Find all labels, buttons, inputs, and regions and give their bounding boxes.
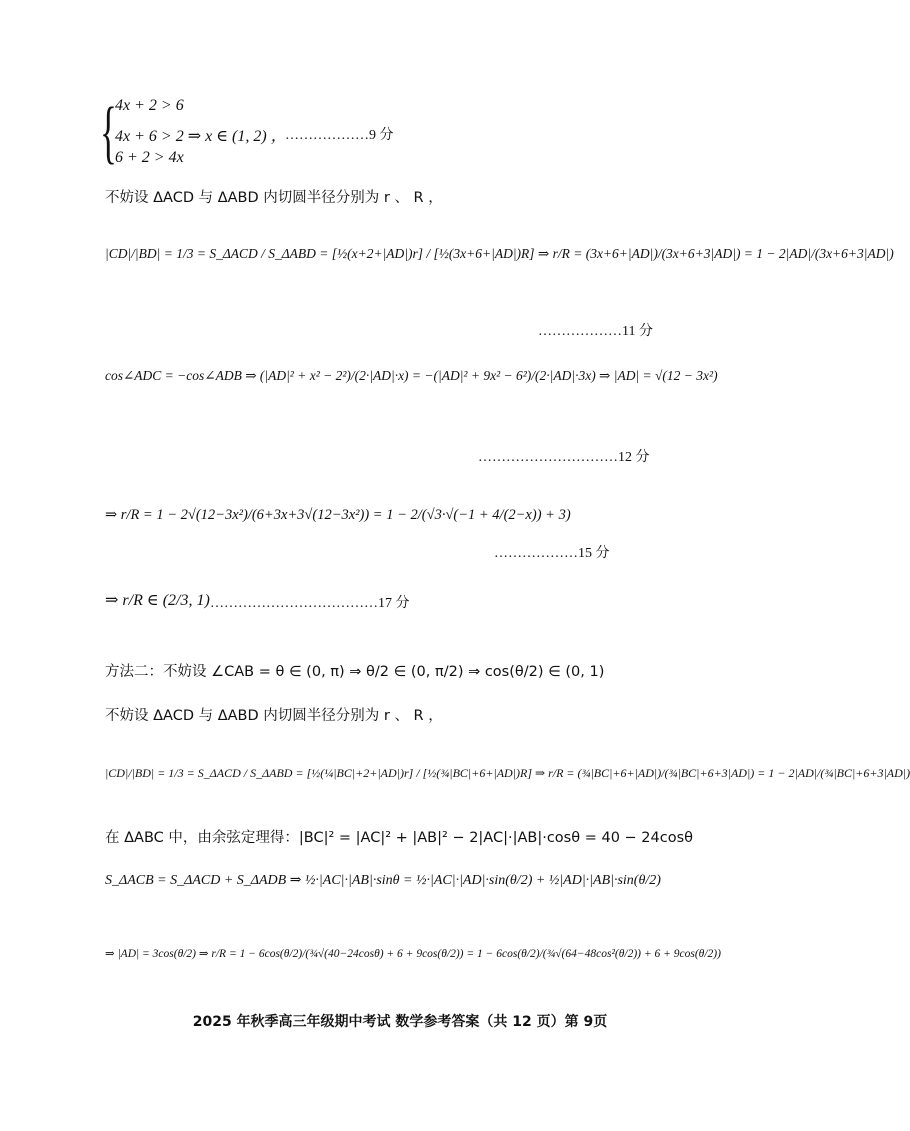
score-mark-9: ………………9 分 xyxy=(285,128,394,143)
method2-final-equation: ⇒ |AD| = 3cos(θ/2) ⇒ r/R = 1 − 6cos(θ/2)/(¾√(40−24cosθ) + 6 + 9cos(θ/2)) = 1 − 6cos(θ/2)/(¾√(64−48cos²(θ/2)) + 6 + 9cos(θ/2)) xyxy=(105,948,721,960)
left-brace: { xyxy=(100,94,117,171)
system-line-1: 4x + 2 > 6 xyxy=(115,97,184,114)
method2-area-equation: S_ΔACB = S_ΔACD + S_ΔADB ⇒ ½·|AC|·|AB|·sinθ = ½·|AC|·|AD|·sin(θ/2) + ½|AD|·|AB|·sin(θ/2) xyxy=(105,873,661,888)
method2-ratio-equation: |CD|/|BD| = 1/3 = S_ΔACD / S_ΔABD = [½(¼|BC|+2+|AD|)r] / [½(¾|BC|+6+|AD|)R] ⇒ r/R = (¾|BC|+6+|AD|)/(¾|BC|+6+3|AD|) = 1 − 2|AD|/(¾|BC|+6+3|AD|) xyxy=(105,766,910,780)
method2-intro: 方法二：不妨设 ∠CAB = θ ∈ (0, π) ⇒ θ/2 ∈ (0, π/2) ⇒ cos(θ/2) ∈ (0, 1) xyxy=(105,664,605,680)
method1-assume-text: 不妨设 ΔACD 与 ΔABD 内切圆半径分别为 r 、 R ， xyxy=(105,190,443,206)
method1-ratio-simplified: ⇒ r/R = 1 − 2√(12−3x²)/(6+3x+3√(12−3x²)) = 1 − 2/(√3·√(−1 + 4/(2−x)) + 3) xyxy=(105,507,571,523)
score-mark-15: ………………15 分 xyxy=(494,546,610,561)
score-mark-12: …………………………12 分 xyxy=(478,450,650,465)
score-mark-17: ………………………………17 分 xyxy=(210,596,410,611)
inequality-system xyxy=(100,93,287,173)
method2-assume-text: 不妨设 ΔACD 与 ΔABD 内切圆半径分别为 r 、 R ， xyxy=(105,708,443,724)
method1-ratio-equation: |CD|/|BD| = 1/3 = S_ΔACD / S_ΔABD = [½(x+2+|AD|)r] / [½(3x+6+|AD|)R] ⇒ r/R = (3x+6+|AD|)/(3x+6+3|AD|) = 1 − 2|AD|/(3x+6+3|AD|) xyxy=(105,246,894,261)
system-line-3: 6 + 2 > 4x xyxy=(115,149,184,166)
system-line-2: 4x + 6 > 2 ⇒ x ∈ (1, 2) ， xyxy=(115,128,287,145)
method2-cosine-law: 在 ΔABC 中，由余弦定理得：|BC|² = |AC|² + |AB|² − 2|AC|·|AB|·cosθ = 40 − 24cosθ xyxy=(105,830,694,846)
method1-cos-equation: cos∠ADC = −cos∠ADB ⇒ (|AD|² + x² − 2²)/(2·|AD|·x) = −(|AD|² + 9x² − 6²)/(2·|AD|·3x) ⇒ |AD| = √(12 − 3x²) xyxy=(105,368,718,383)
method1-range-result: ⇒ r/R ∈ (2/3, 1) xyxy=(105,592,210,609)
score-mark-11: ………………11 分 xyxy=(538,324,653,339)
page-footer: 2025 年秋季高三年级期中考试 数学参考答案（共 12 页）第 9页 xyxy=(192,1014,608,1030)
